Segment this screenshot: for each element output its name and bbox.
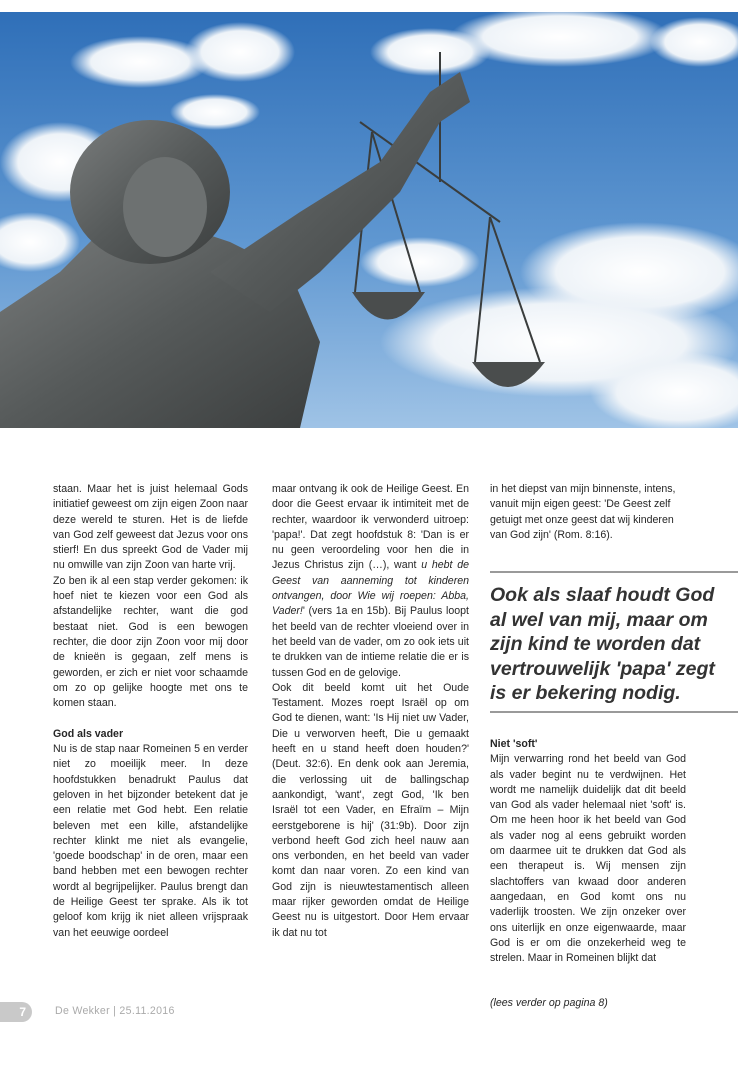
col1-paragraph-1: staan. Maar het is juist helemaal Gods initiatief geweest om zijn eigen Zoon naar deze wereld te sturen. Het is de liefde van God zelf geweest dat Jezus voor ons stierf! En dus spreekt God de Vader mij nu omwille van zijn Zoon van harte vrij. — [53, 483, 248, 572]
col1-paragraph-2: Zo ben ik al een stap verder gekomen: ik hoef niet te kiezen voor een God als afstandelijke rechter, want die god bestaat niet. God is een bewogen rechter, die door zijn Zoon voor mij door de knieën is gegaan, zelf mens is geworden, er zich er niet voor schaamde om zo op gelijke hoogte met ons te komen staan. — [53, 574, 248, 710]
continued-note: (lees verder op pagina 8) — [490, 997, 608, 1009]
page-footer — [0, 1002, 738, 1022]
hero-photo-lady-justice — [0, 12, 738, 428]
pullquote-rule-bottom — [490, 711, 738, 713]
column-1 — [53, 482, 248, 941]
column-3 — [490, 482, 686, 543]
scripture-quote: u hebt de Geest van aanneming tot kinderen ontvangen, door Wie wij roepen: Abba, Vader! — [272, 559, 469, 618]
column-3-lower — [490, 737, 686, 966]
column-2 — [272, 482, 469, 941]
col3-paragraph-2: Mijn verwarring rond het beeld van God als vader begint nu te verdwijnen. Het wordt me namelijk duidelijk dat dit beeld van God als vader helemaal niet 'soft' is. Om me heen hoor ik het beeld van God als vader nog al eens gebruikt worden om daarmee uit te drukken dat God als een therapeut is. Wij mensen zijn slachtoffers van kwaad door anderen aangedaan, en God komt ons nu vaderlijk troosten. We zijn onzeker over ons uiterlijk en onze eigenwaarde, maar God is er om die onzekerheid weg te strelen. Maar in Romeinen blijkt dat — [490, 753, 686, 965]
col1-paragraph-3: Nu is de stap naar Romeinen 5 en verder niet zo moeilijk meer. In deze hoofdstukken benadrukt Paulus dat geloven in het bijzonder betekent dat je een relatie met God hebt. Een relatie beleven met een kille, afstandelijke rechter klinkt me niet als evangelie, 'goede boodschap' in de oren, maar een band hebben met een bewogen rechter wordt al begrijpelijker. Paulus brengt dan de Heilige Geest ter sprake. Als ik tot geloof kom krijg ik niet alleen vrijspraak van het eeuwige oordeel — [53, 743, 248, 939]
col2-paragraph-2: Ook dit beeld komt uit het Oude Testament. Mozes roept Israël op om God te dienen, want: 'Is Hij niet uw Vader, Die u verworven heeft, Die u gemaakt heeft en u stand heeft doen houden?' (Deut. 32:6). En denk ook aan Jeremia, die verlossing uit de ballingschap aankondigt, 'want', zegt God, 'Ik ben Israël tot een Vader, en Efraïm – Mijn eerstgeborene is hij' (31:9b). Door zijn verbond heeft God zich heel nauw aan ons verbonden, en het beeld van vader komt dan naar voren. Zo een kind van God zijn is nieuwtestamentisch alleen maar rijker geworden omdat de Heilige Geest nu is uitgestort. Door Hem ervaar ik dat nu tot — [272, 681, 469, 939]
col3-paragraph-1: in het diepst van mijn binnenste, intens, vanuit mijn eigen geest: 'De Geest zelf getuigt met onze geest dat wij kinderen van God zijn' (Rom. 8:16). — [490, 483, 676, 541]
section-heading-niet-soft: Niet 'soft' — [490, 738, 538, 750]
page-number: 7 — [0, 1002, 32, 1022]
col2-paragraph-1: maar ontvang ik ook de Heilige Geest. En door die Geest ervaar ik intimiteit met de rechter, waardoor ik verwonderd uitroep: 'papa!'. Dat zegt hoofdstuk 8: 'Dan is er nu geen veroordeling voor hen die in Jezus Christus zijn (…), want u hebt de Geest van aanneming tot kinderen ontvangen, door Wie wij roepen: Abba, Vader!' (vers 1a en 15b). Bij Paulus loopt het beeld van de rechter vloeiend over in het beeld van de vader, om zo ook iets uit te drukken van de intieme relatie die er is tussen God en de gelovige. — [272, 483, 469, 679]
pullquote: Ook als slaaf houdt God al wel van mij, maar om zijn kind te worden dat vertrouwelijk 'papa' zegt is er bekering nodig. — [490, 584, 715, 704]
pullquote-rule-top — [490, 571, 738, 573]
section-heading-god-als-vader: God als vader — [53, 727, 124, 740]
publication-line: De Wekker | 25.11.2016 — [55, 1005, 175, 1017]
